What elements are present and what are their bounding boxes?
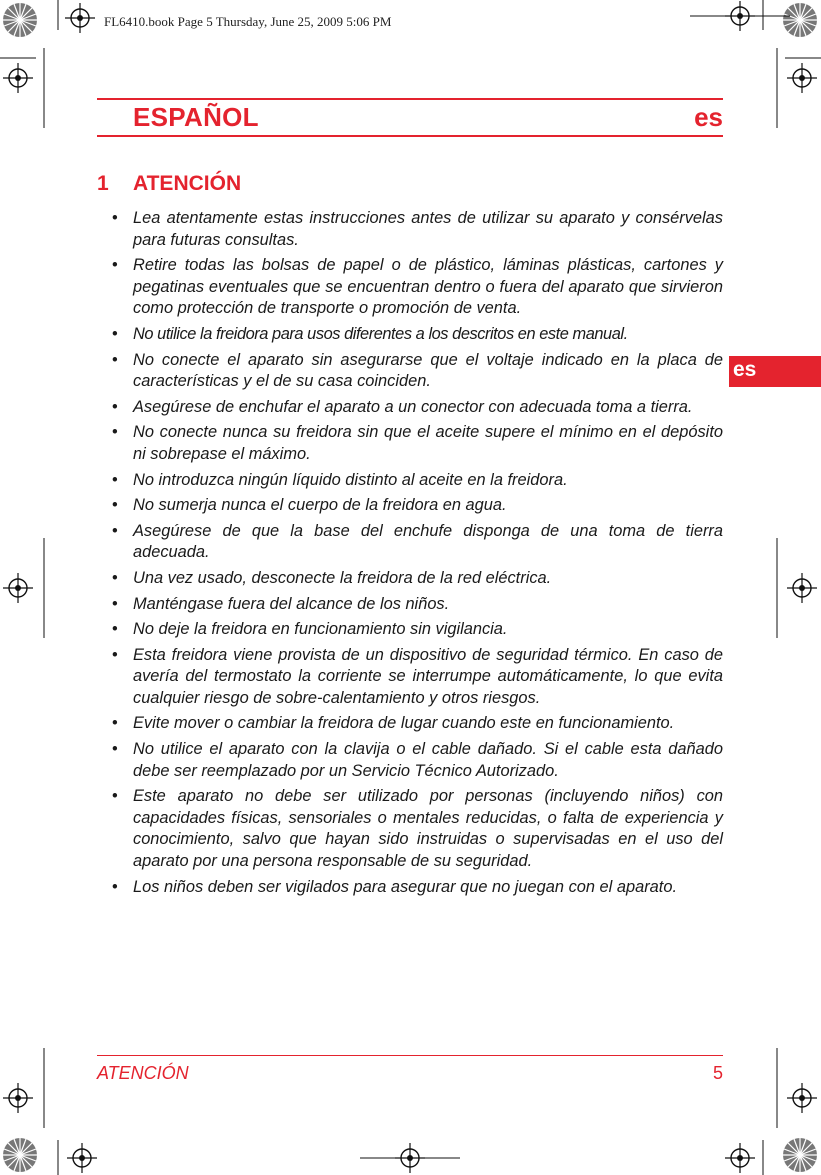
list-item: • No utilice la freidora para usos diferentes a los descritos en este manual. <box>97 324 723 346</box>
list-item: • Lea atentamente estas instrucciones antes de utilizar su aparato y consérvelas para futuras consultas. <box>97 208 723 251</box>
header-bottom-rule <box>97 135 723 137</box>
star-target-icon <box>783 1138 817 1172</box>
language-title: ESPAÑOL <box>133 102 259 132</box>
footer-rule <box>97 1055 723 1056</box>
list-item: • Retire todas las bolsas de papel o de plástico, láminas plásticas, cartones y pegatinas eventuales que se encuentran dentro o fuera del aparato que sirvieron como protección de transporte o promoción de venta. <box>97 255 723 320</box>
list-item: • Los niños deben ser vigilados para asegurar que no juegan con el aparato. <box>97 877 723 899</box>
list-item: • Asegúrese de que la base del enchufe disponga de una toma de tierra adecuada. <box>97 521 723 564</box>
star-target-icon <box>3 1138 37 1172</box>
section-number: 1 <box>97 172 109 195</box>
section-title <box>97 172 241 196</box>
list-item: • No introduzca ningún líquido distinto al aceite en la freidora. <box>97 470 723 492</box>
registration-mark-icon <box>3 63 33 93</box>
registration-mark-icon <box>787 1083 817 1113</box>
list-item: • No conecte el aparato sin asegurarse que el voltaje indicado en la placa de características y el de su casa coinciden. <box>97 350 723 393</box>
list-item: • Este aparato no debe ser utilizado por personas (incluyendo niños) con capacidades físicas, sensoriales o mentales reducidas, o falta de experiencia y conocimiento, salvo que hayan sido instruidas o supervisadas en el uso del aparato por una persona responsable de su seguridad. <box>97 786 723 872</box>
list-item: • Evite mover o cambiar la freidora de lugar cuando este en funcionamiento. <box>97 713 723 735</box>
registration-mark-icon <box>67 1143 97 1173</box>
list-item: • No utilice el aparato con la clavija o el cable dañado. Si el cable esta dañado debe ser reemplazado por un Servicio Técnico Autorizado. <box>97 739 723 782</box>
list-item: • Manténgase fuera del alcance de los niños. <box>97 594 723 616</box>
star-target-icon <box>783 3 817 37</box>
star-target-icon <box>3 3 37 37</box>
registration-mark-icon <box>787 573 817 603</box>
registration-mark-icon <box>3 573 33 603</box>
page-number: 5 <box>712 1063 723 1083</box>
list-item: • No sumerja nunca el cuerpo de la freidora en agua. <box>97 495 723 517</box>
language-code: es <box>694 102 723 132</box>
footer-section-name: ATENCIÓN <box>97 1063 189 1083</box>
list-item: • Asegúrese de enchufar el aparato a un conector con adecuada toma a tierra. <box>97 397 723 419</box>
list-item: • No deje la freidora en funcionamiento sin vigilancia. <box>97 619 723 641</box>
registration-mark-icon <box>3 1083 33 1113</box>
list-item: • No conecte nunca su freidora sin que el aceite supere el mínimo en el depósito ni sobrepase el máximo. <box>97 422 723 465</box>
list-item: • Una vez usado, desconecte la freidora de la red eléctrica. <box>97 568 723 590</box>
safety-bullet-list <box>97 208 723 902</box>
section-heading: ATENCIÓN <box>133 172 242 195</box>
registration-mark-icon <box>65 3 95 33</box>
header-top-rule <box>97 98 723 100</box>
list-item: • Esta freidora viene provista de un dispositivo de seguridad térmico. En caso de avería del termostato la corriente se interrumpe automáticamente, lo que evita cualquier riesgo de sobre-calentamiento y otros riesgos. <box>97 645 723 710</box>
language-side-tab: es <box>729 356 821 387</box>
print-header: FL6410.book Page 5 Thursday, June 25, 2009 5:06 PM <box>104 14 392 29</box>
registration-mark-icon <box>725 1143 755 1173</box>
registration-mark-icon <box>787 63 817 93</box>
